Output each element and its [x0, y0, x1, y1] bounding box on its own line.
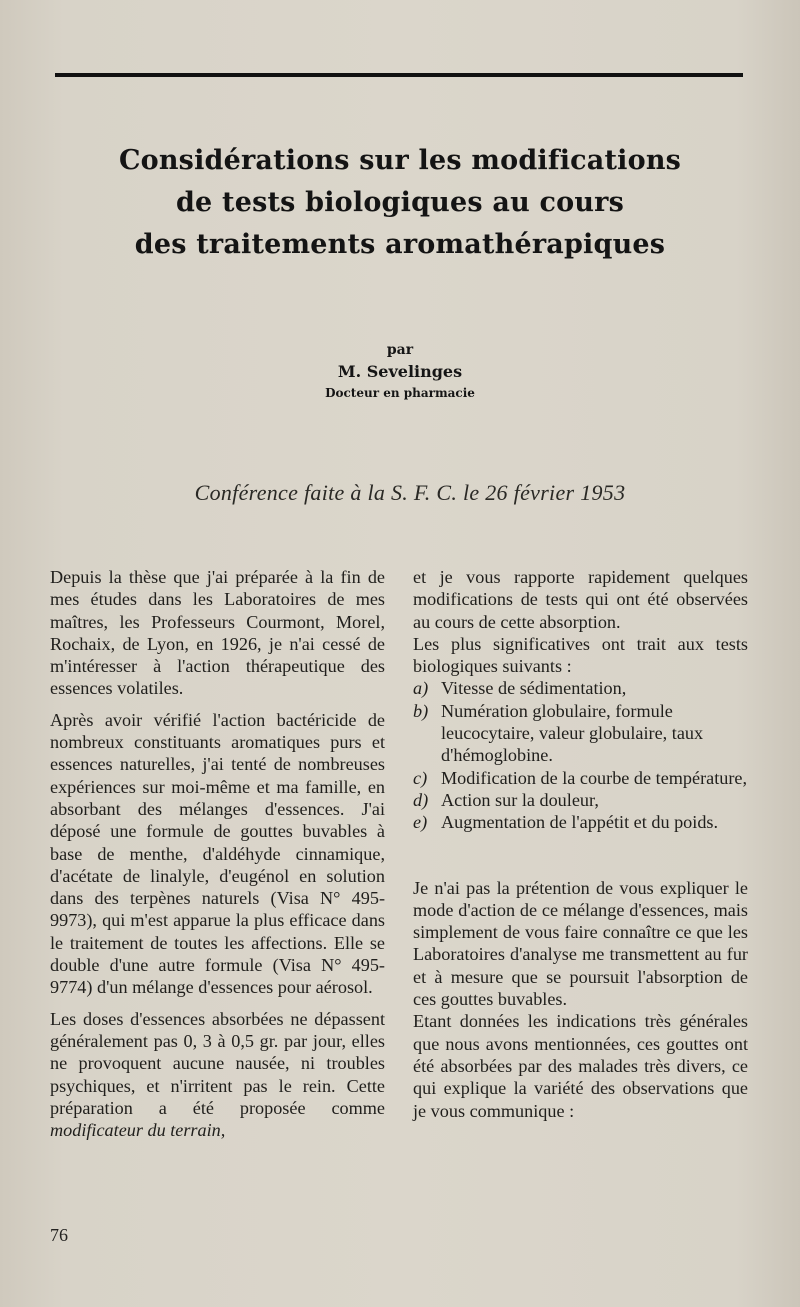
- list-marker: d): [413, 789, 429, 810]
- paragraph: [50, 1008, 385, 1142]
- list-text: Augmentation de l'appétit et du poids.: [441, 812, 719, 833]
- byline: [200, 340, 600, 402]
- list-marker: c): [413, 767, 428, 788]
- section-gap: [413, 834, 748, 877]
- test-list: [413, 677, 748, 833]
- paragraph: Depuis la thèse que j'ai préparée à la fin de mes études dans les Laboratoires de mes maîtres, les Professeurs Courmont, Morel, Rochaix, de Lyon, en 1926, je n'ai cessé de m'intéresser à l'action thérapeutique des essences volatiles.: [50, 567, 385, 699]
- list-text: Vitesse de sédimentation,: [441, 678, 627, 699]
- list-marker: a): [413, 678, 429, 699]
- header-rule: [55, 73, 743, 77]
- list-marker: b): [413, 700, 429, 721]
- left-column: [50, 566, 385, 1141]
- conference-subtitle: Conférence faite à la S. F. C. le 26 février 1953: [194, 480, 626, 505]
- list-item: [413, 700, 748, 767]
- title-line-1: Considérations sur les modifications: [118, 145, 682, 176]
- title-line-3: des traitements aromathérapiques: [134, 229, 666, 260]
- title-line-2: de tests biologiques au cours: [175, 187, 625, 218]
- paragraph-text: Les doses d'essences absorbées ne dépassent généralement pas 0, 3 à 0,5 gr. par jour, elles ne provoquent aucune nausée, ni troubles psychiques, et n'irritent pas le rein. Cette préparation a été proposée comme: [50, 1008, 385, 1118]
- list-item: [413, 677, 748, 699]
- article-title: [40, 140, 760, 266]
- list-text: Numération globulaire, formule leucocytaire, valeur globulaire, taux d'hémoglobine.: [441, 700, 704, 766]
- paragraph: Après avoir vérifié l'action bactéricide de nombreux constituants aromatiques purs et essences naturelles, j'ai tenté de nombreuses expériences sur moi-même et ma famille, en absorbant des mélanges d'essences. J'ai déposé une formule de gouttes buvables à base de menthe, d'aldéhyde cinnamique, d'acétate de linalyle, d'eugénol en solution dans des terpènes naturels (Visa N° 495-9973), qui m'est apparue la plus efficace dans le traitement de toutes les affections. Elle se double d'une autre formule (Visa N° 495-9774) d'un mélange d'essences pour aérosol.: [50, 709, 385, 998]
- paragraph: Je n'ai pas la prétention de vous expliquer le mode d'action de ce mélange d'essences, mais simplement de vous faire connaître ce que les Laboratoires d'analyse me transmettent au fur et à mesure que se poursuit l'absorption de ces gouttes buvables.: [413, 877, 748, 1010]
- list-text: Modification de la courbe de température,: [441, 767, 748, 788]
- byline-par: par: [386, 342, 414, 358]
- page-number: 76: [50, 1225, 68, 1245]
- author-name: M. Sevelinges: [337, 362, 463, 381]
- paragraph: et je vous rapporte rapidement quelques modifications de tests qui ont été observées au cours de cette absorption.: [413, 567, 748, 632]
- right-column: [413, 566, 748, 1122]
- paragraph: Les plus significatives ont trait aux tests biologiques suivants :: [413, 633, 748, 677]
- list-item: [413, 811, 748, 833]
- paragraph: Etant données les indications très générales que nous avons mentionnées, ces gouttes ont été absorbées par des malades très divers, ce qui explique la variété des observations que je vous communique :: [413, 1011, 748, 1121]
- list-marker: e): [413, 812, 428, 833]
- italic-phrase: modificateur du terrain,: [50, 1120, 226, 1141]
- list-text: Action sur la douleur,: [441, 789, 599, 810]
- list-item: [413, 789, 748, 811]
- list-item: [413, 767, 748, 789]
- author-role: Docteur en pharmacie: [325, 386, 475, 400]
